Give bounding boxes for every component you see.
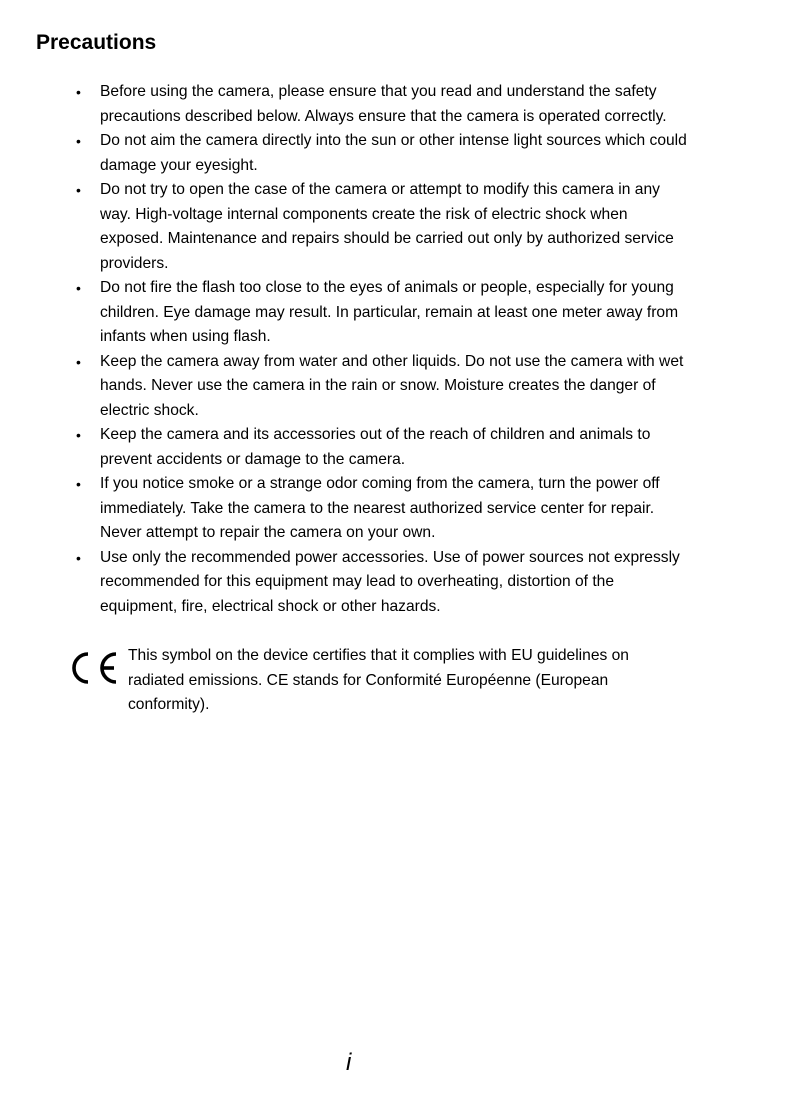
ce-mark-icon — [66, 648, 122, 688]
bullet-icon: • — [76, 280, 81, 296]
bullet-icon: • — [76, 133, 81, 149]
page-number: i — [346, 1049, 352, 1076]
bullet-icon: • — [76, 549, 81, 566]
precaution-text: Do not aim the camera directly into the sun or other intense light sources which could damage your eyesight. — [100, 132, 687, 174]
precaution-text: Use only the recommended power accessories. Use of power sources not expressly recommended for this equipment may lead to overheating, distortion of the equipment, fire, electrical shock or other hazards. — [100, 548, 680, 615]
ce-notice-text: This symbol on the device certifies that it complies with EU guidelines on radiated emissions. CE stands for Conformité Européenne (European conformity). — [128, 647, 629, 713]
bullet-icon: • — [76, 182, 81, 198]
list-item — [72, 423, 692, 472]
list-item — [72, 178, 692, 276]
precaution-text: Do not fire the flash too close to the eyes of animals or people, especially for young children. Eye damage may result. In particular, remain at least one meter away from infants when using flash. — [100, 279, 679, 345]
list-item — [72, 276, 692, 350]
bullet-icon: • — [76, 84, 81, 100]
page-title: Precautions — [36, 31, 157, 54]
bullet-icon: • — [76, 353, 81, 370]
precaution-text: Before using the camera, please ensure that you read and understand the safety precautions described below. Always ensure that the camera is operated correctly. — [100, 83, 667, 125]
list-item — [72, 350, 692, 424]
list-item — [72, 80, 692, 129]
bullet-icon: • — [76, 476, 81, 492]
precaution-text: Keep the camera away from water and other liquids. Do not use the camera with wet hands. Never use the camera in the rain or snow. Moisture creates the danger of electric shock. — [100, 352, 684, 419]
precaution-text: If you notice smoke or a strange odor coming from the camera, turn the power off immediately. Take the camera to the nearest authorized service center for repair. Never attempt to repair the camera on your own. — [100, 475, 660, 541]
precaution-text: Keep the camera and its accessories out of the reach of children and animals to prevent accidents or damage to the camera. — [100, 426, 651, 468]
list-item — [72, 546, 692, 620]
precaution-text: Do not try to open the case of the camera or attempt to modify this camera in any way. High-voltage internal components create the risk of electric shock when exposed. Maintenance and repairs should be carried out only by authorized service providers. — [100, 181, 674, 272]
bullet-icon: • — [76, 427, 81, 443]
list-item — [72, 472, 692, 546]
precautions-list — [72, 80, 692, 619]
list-item — [72, 129, 692, 178]
